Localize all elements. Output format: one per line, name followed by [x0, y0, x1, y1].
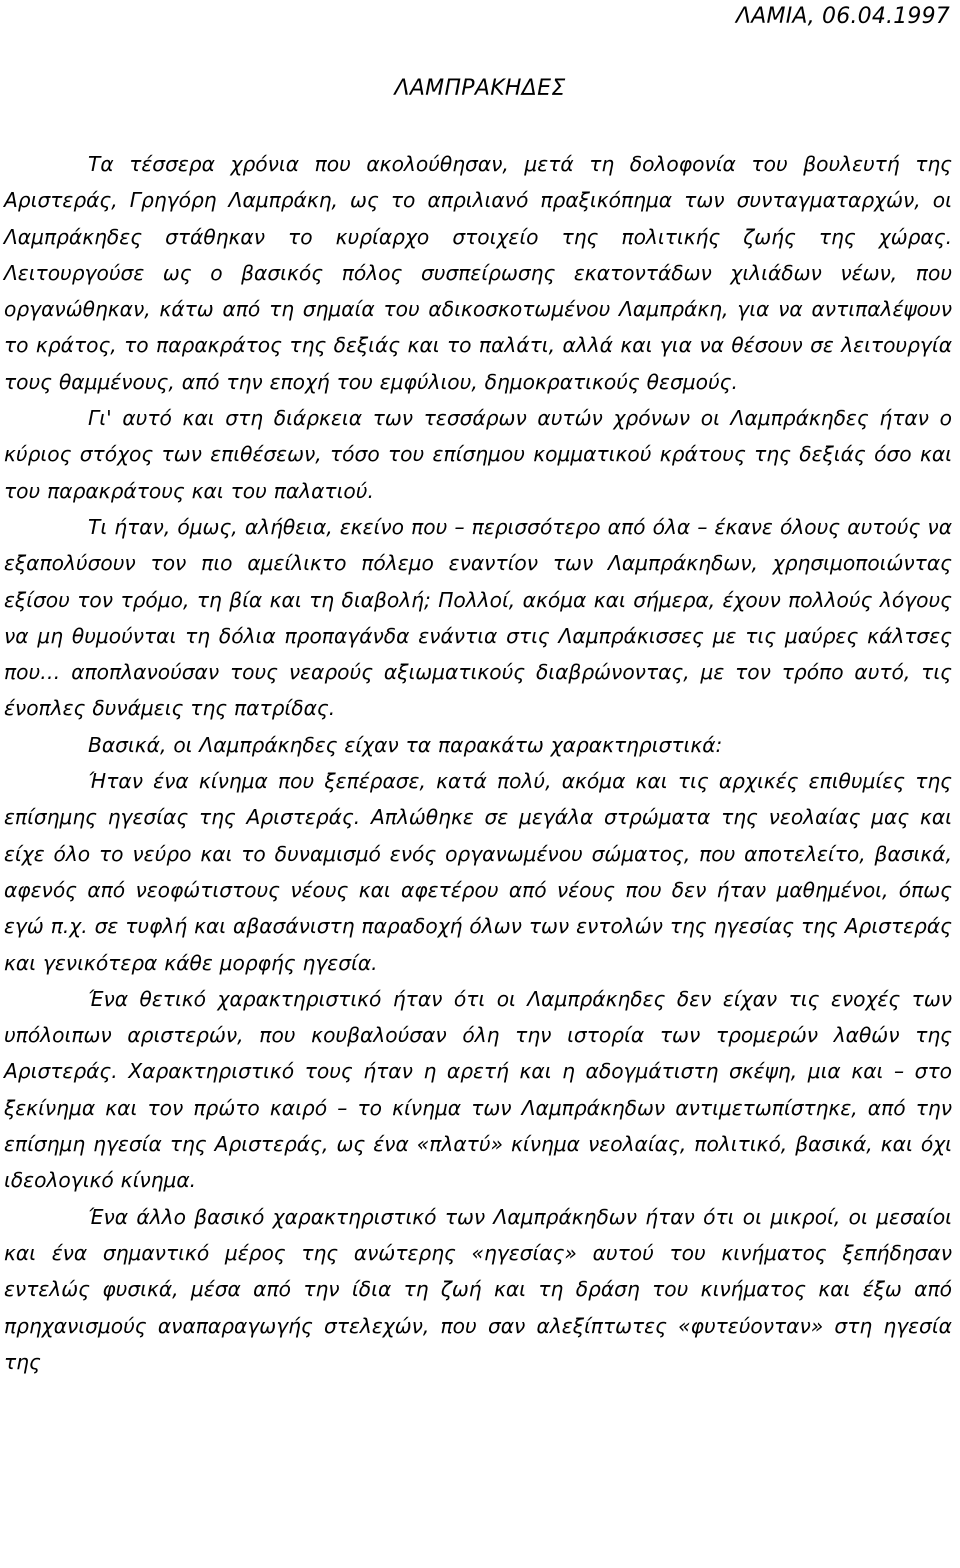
paragraph: Τα τέσσερα χρόνια που ακολούθησαν, μετά τη δολοφονία του βουλευτή της Αριστεράς, Γρηγόρη Λαμπράκη, ως το απριλιανό πραξικόπημα των συνταγματαρχών, οι Λαμπράκηδες στάθηκαν το κυρίαρχο στοιχείο της πολιτικής ζωής της χώρας. Λειτουργούσε ως ο βασικός πόλος συσπείρωσης εκατοντάδων χιλιάδων νέων, που οργανώθηκαν, κάτω από τη σημαία του αδικοσκοτωμένου Λαμπράκη, για να αντιπαλέψουν το κράτος, το παρακράτος της δεξιάς και το παλάτι, αλλά και για να θέσουν σε λειτουργία τους θαμμένους, από την εποχή του εμφύλιου, δημοκρατικούς θεσμούς.	[4, 152, 952, 394]
paragraph: Ήταν ένα κίνημα που ξεπέρασε, κατά πολύ, ακόμα και τις αρχικές επιθυμίες της επίσημης ηγεσίας της Αριστεράς. Απλώθηκε σε μεγάλα στρώματα της νεολαίας μας και είχε όλο το νεύρο και το δυναμισμό ενός οργανωμένου σώματος, που αποτελείτο, βασικά, αφενός από νεοφώτιστους νέους και αφετέρου από νέους που δεν ήταν μαθημένοι, όπως εγώ π.χ. σε τυφλή και αβασάνιστη παραδοχή όλων των εντολών της ηγεσίας της Αριστεράς και γενικότερα κάθε μορφής ηγεσία.	[4, 769, 952, 975]
document-body	[4, 146, 952, 1380]
paragraph: Τι ήταν, όμως, αλήθεια, εκείνο που – περισσότερο από όλα – έκανε όλους αυτούς να εξαπολύσουν τον πιο αμείλικτο πόλεμο εναντίον των Λαμπράκηδων, χρησιμοποιώντας εξίσου τον τρόμο, τη βία και τη διαβολή; Πολλοί, ακόμα και σήμερα, έχουν πολλούς λόγους να μη θυμούνται τη δόλια προπαγάνδα ενάντια στις Λαμπράκισσες με τις μαύρες κάλτσες που… αποπλανούσαν τους νεαρούς αξιωματικούς διαβρώνοντας, με τον τρόπο αυτό, τις ένοπλες δυνάμεις της πατρίδας.	[4, 514, 952, 721]
document-date: ΛΑΜΙΑ, 06.04.1997	[736, 4, 950, 29]
document-title: ΛΑΜΠΡΑΚΗΔΕΣ	[394, 76, 566, 101]
paragraph: Γι' αυτό και στη διάρκεια των τεσσάρων αυτών χρόνων οι Λαμπράκηδες ήταν ο κύριος στόχος των επιθέσεων, τόσο του επίσημου κομματικού κράτους της δεξιάς όσο και του παρακράτους και του παλατιού.	[4, 406, 952, 503]
paragraph: Ένα θετικό χαρακτηριστικό ήταν ότι οι Λαμπράκηδες δεν είχαν τις ενοχές των υπόλοιπων αριστερών, που κουβαλούσαν όλη την ιστορία των τρομερών λαθών της Αριστεράς. Χαρακτηριστικό τους ήταν η αρετή και η αδογμάτιστη σκέψη, μια και – στο ξεκίνημα και τον πρώτο καιρό – το κίνημα των Λαμπράκηδων αντιμετωπίστηκε, από την επίσημη ηγεσία της Αριστεράς, ως ένα «πλατύ» κίνημα νεολαίας, πολιτικό, βασικά, και όχι ιδεολογικό κίνημα.	[4, 986, 952, 1193]
paragraph: Βασικά, οι Λαμπράκηδες είχαν τα παρακάτω χαρακτηριστικά:	[88, 732, 723, 757]
paragraph: Ένα άλλο βασικό χαρακτηριστικό των Λαμπράκηδων ήταν ότι οι μικροί, οι μεσαίοι και ένα σημαντικό μέρος της ανώτερης «ηγεσίας» αυτού του κινήματος ξεπήδησαν εντελώς φυσικά, μέσα από την ίδια τη ζωή και τη δράση του κινήματος και έξω από πρηχανισμούς αναπαραγωγής στελεχών, που σαν αλεξίπτωτες «φυτεύονταν» στη ηγεσία της	[4, 1204, 952, 1374]
